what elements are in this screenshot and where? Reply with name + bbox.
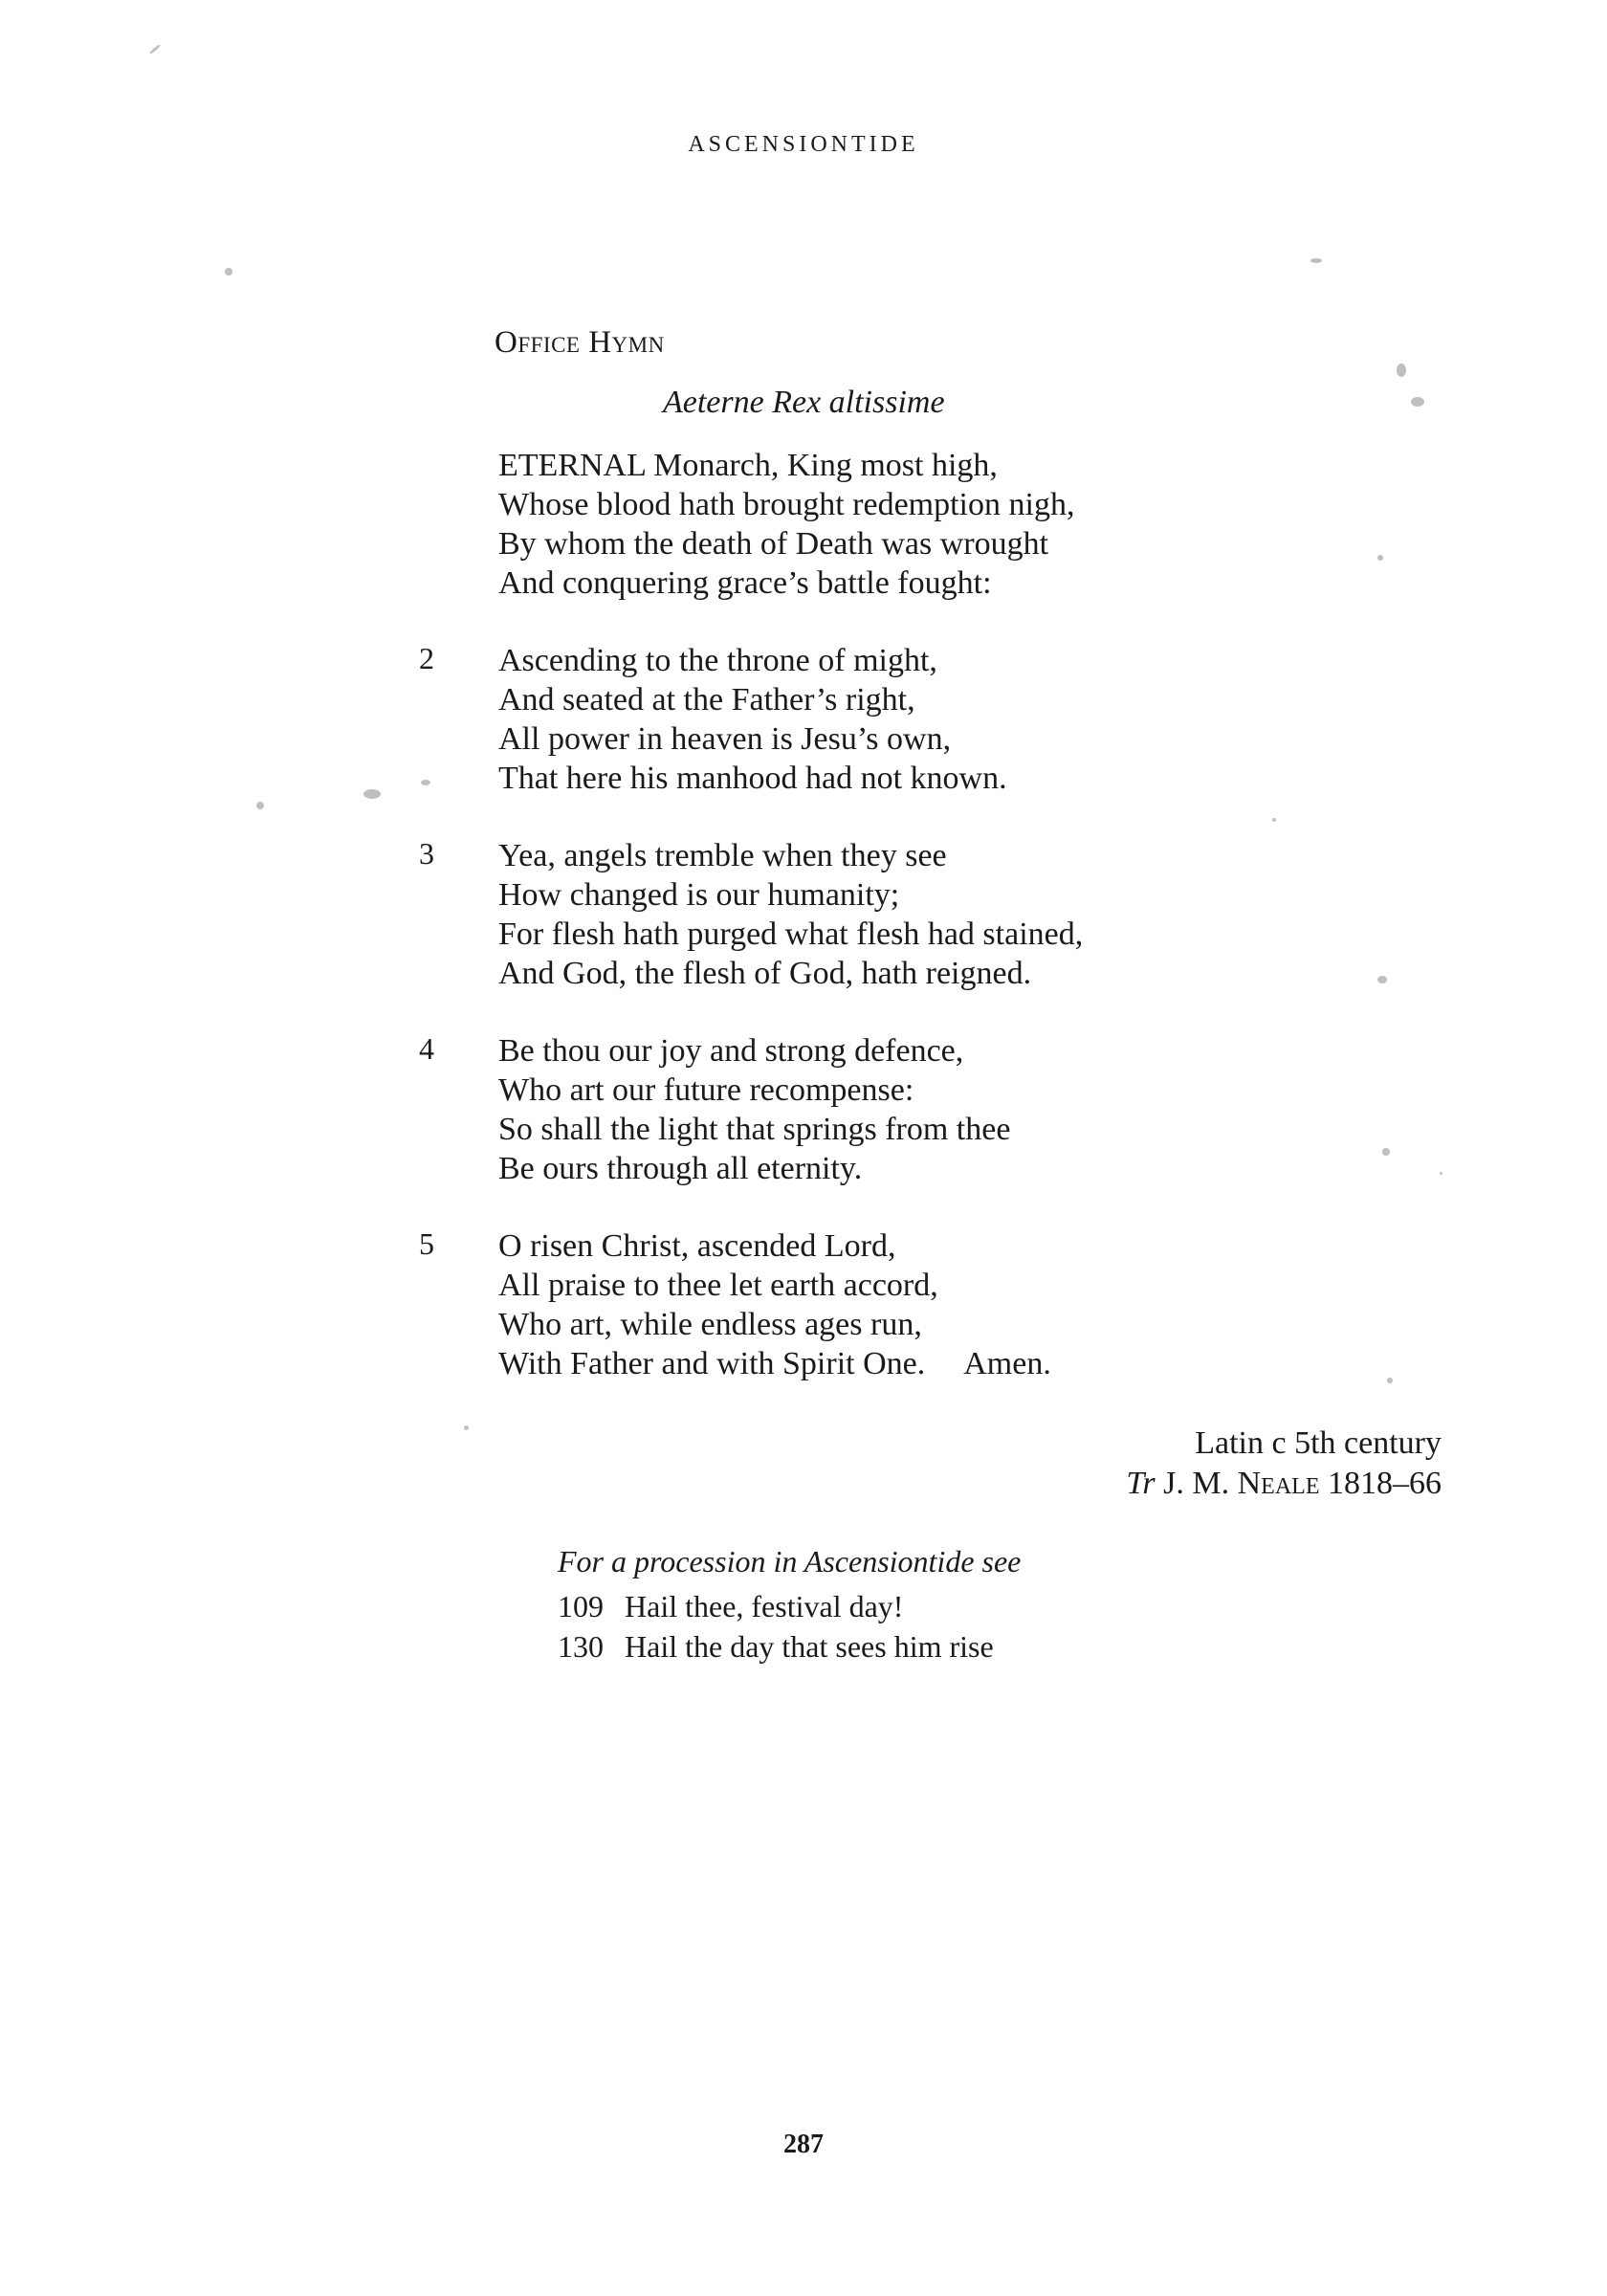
scan-speck bbox=[1310, 258, 1322, 263]
verse-number: 3 bbox=[419, 836, 434, 871]
verse-line: O risen Christ, ascended Lord, bbox=[498, 1228, 896, 1264]
verse-line: By whom the death of Death was wrought bbox=[498, 526, 1049, 562]
verse-lines bbox=[498, 446, 1074, 603]
section-title: Office Hymn bbox=[495, 325, 665, 360]
verse-number: 5 bbox=[419, 1226, 434, 1261]
verse-line: So shall the light that springs from thee bbox=[498, 1112, 1011, 1147]
see-also-intro: For a procession in Ascensiontide see bbox=[558, 1544, 1022, 1578]
hymn-reference-number: 109 bbox=[558, 1589, 604, 1623]
verse-lines bbox=[498, 836, 1083, 993]
translator-name: J. M. Neale bbox=[1163, 1466, 1320, 1501]
scan-speck bbox=[421, 780, 430, 785]
verse-line: Who art our future recompense: bbox=[498, 1072, 914, 1108]
see-also bbox=[558, 1542, 1021, 1667]
attribution-source: Latin c 5th century bbox=[1195, 1425, 1442, 1461]
scan-speck bbox=[1382, 1148, 1390, 1156]
verse-line: With Father and with Spirit One. bbox=[498, 1346, 926, 1381]
scan-speck bbox=[1377, 976, 1387, 983]
translator-prefix: Tr bbox=[1126, 1466, 1156, 1501]
verse-line: Be thou our joy and strong defence, bbox=[498, 1033, 964, 1069]
scan-speck bbox=[149, 44, 162, 55]
scan-speck bbox=[1440, 1172, 1442, 1175]
hymn-reference bbox=[558, 1626, 1021, 1667]
hymn-reference-title: Hail thee, festival day! bbox=[625, 1589, 904, 1623]
scan-speck bbox=[1397, 364, 1406, 377]
scan-speck bbox=[1411, 397, 1424, 407]
verse-line: Who art, while endless ages run, bbox=[498, 1307, 922, 1342]
page-number: 287 bbox=[783, 2130, 824, 2159]
verse-line: And conquering grace’s battle fought: bbox=[498, 565, 992, 601]
verse-line: That here his manhood had not known. bbox=[498, 761, 1007, 796]
verse-line: For flesh hath purged what flesh had stained, bbox=[498, 916, 1084, 952]
verse-lines bbox=[498, 641, 1007, 798]
scan-speck bbox=[256, 802, 264, 809]
hymn-latin-title: Aeterne Rex altissime bbox=[663, 385, 945, 420]
verse-line: All power in heaven is Jesu’s own, bbox=[498, 721, 952, 757]
verse-line: Yea, angels tremble when they see bbox=[498, 838, 947, 873]
verse-line: Be ours through all eternity. bbox=[498, 1151, 863, 1186]
verse-lines bbox=[498, 1226, 1051, 1383]
scan-speck bbox=[225, 268, 232, 276]
hymn-reference-number: 130 bbox=[558, 1629, 604, 1664]
verse-line: How changed is our humanity; bbox=[498, 877, 900, 913]
verse-line: ETERNAL Monarch, King most high, bbox=[498, 448, 998, 483]
verse-number: 2 bbox=[419, 641, 434, 675]
scan-speck bbox=[1387, 1378, 1393, 1383]
amen: Amen. bbox=[963, 1346, 1051, 1381]
verse-line: And seated at the Father’s right, bbox=[498, 682, 915, 718]
hymn-reference bbox=[558, 1586, 1021, 1626]
attribution bbox=[1126, 1424, 1442, 1504]
translator-dates: 1818–66 bbox=[1328, 1466, 1442, 1501]
verse-line: All praise to thee let earth accord, bbox=[498, 1268, 938, 1303]
verse-line: And God, the flesh of God, hath reigned. bbox=[498, 956, 1032, 991]
attribution-translator-line bbox=[1126, 1464, 1442, 1504]
scan-speck bbox=[1272, 818, 1276, 822]
scan-speck bbox=[464, 1425, 469, 1430]
verse-line: Ascending to the throne of might, bbox=[498, 643, 937, 678]
verse-number: 4 bbox=[419, 1031, 434, 1066]
scan-speck bbox=[363, 789, 381, 799]
hymn-reference-title: Hail the day that sees him rise bbox=[625, 1629, 994, 1664]
verse-line: Whose blood hath brought redemption nigh, bbox=[498, 487, 1075, 522]
verse-line-final bbox=[498, 1344, 1051, 1383]
running-head: ASCENSIONTIDE bbox=[688, 132, 919, 157]
scan-speck bbox=[1377, 555, 1383, 561]
verse-lines bbox=[498, 1031, 1010, 1188]
